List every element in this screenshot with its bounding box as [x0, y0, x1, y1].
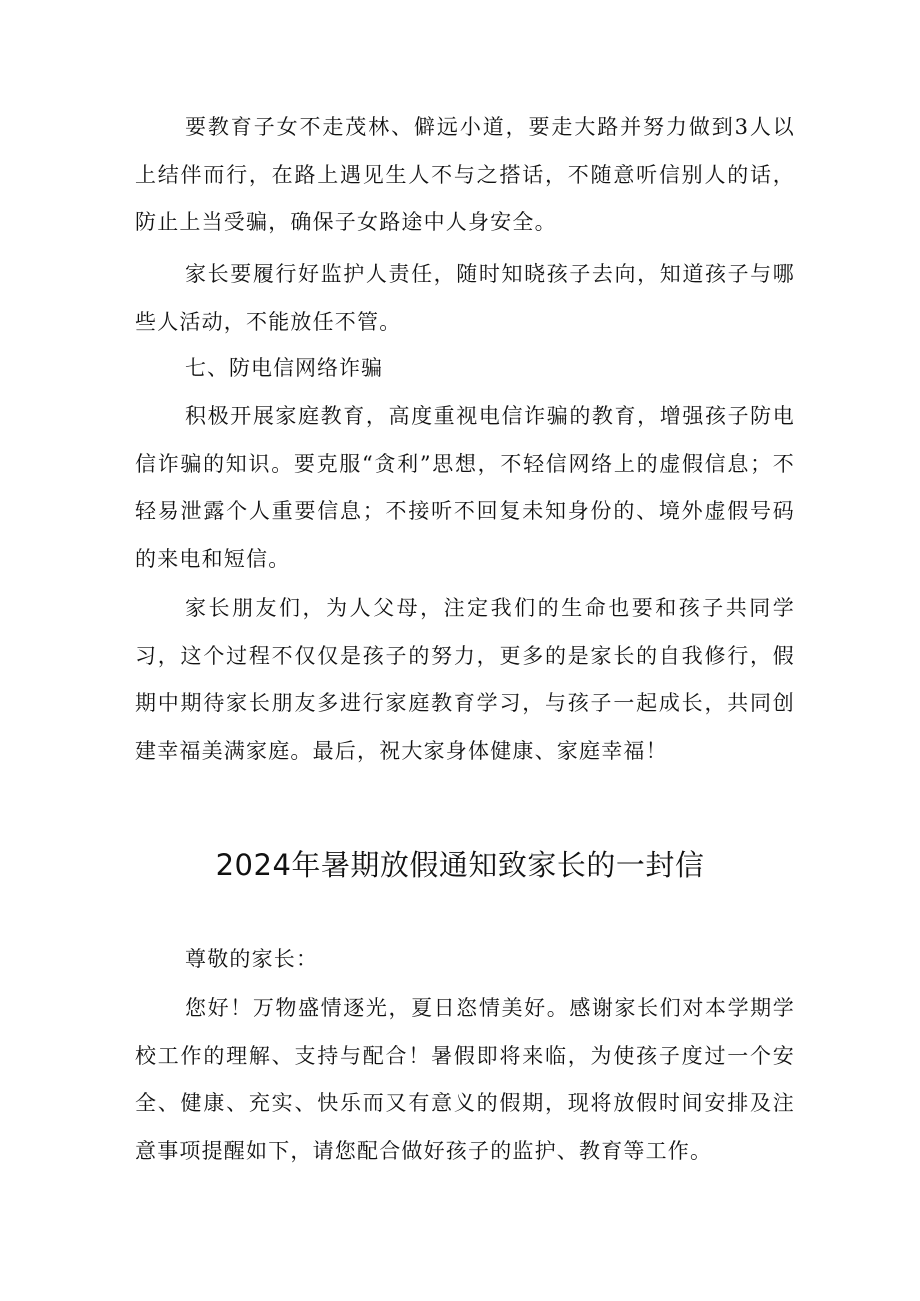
telecom-fraud-paragraph: 积极开展家庭教育，高度重视电信诈骗的教育，增强孩子防电信诈骗的知识。要克服“贪利”思想，不轻信网络上的虚假信息；不轻易泄露个人重要信息；不接听不回复未知身份的、境外虚假号码的来电和短信。 [135, 404, 795, 571]
closing-paragraph: 家长朋友们，为人父母，注定我们的生命也要和孩子共同学习，这个过程不仅仅是孩子的努力，更多的是家长的自我修行，假期中期待家长朋友多进行家庭教育学习，与孩子一起成长，共同创建幸福美满家庭。最后，祝大家身体健康、家庭幸福！ [135, 596, 795, 763]
section-heading-telecom-fraud: 七、防电信网络诈骗 [185, 356, 383, 380]
letter-salutation: 尊敬的家长： [185, 947, 319, 971]
guardian-responsibility-paragraph: 家长要履行好监护人责任，随时知晓孩子去向，知道孩子与哪些人活动，不能放任不管。 [135, 262, 795, 334]
letter-opening-paragraph: 您好！万物盛情逐光，夏日恣情美好。感谢家长们对本学期学校工作的理解、支持与配合！暑假即将来临，为使孩子度过一个安全、健康、充实、快乐而又有意义的假期，现将放假时间安排及注意事项提醒如下，请您配合做好孩子的监护、教育等工作。 [135, 996, 795, 1163]
safety-travel-paragraph: 要教育子女不走茂林、僻远小道，要走大路并努力做到3人以上结伴而行，在路上遇见生人不与之搭话，不随意听信别人的话，防止上当受骗，确保子女路途中人身安全。 [135, 115, 795, 235]
letter-title: 2024年暑期放假通知致家长的一封信 [215, 848, 705, 882]
